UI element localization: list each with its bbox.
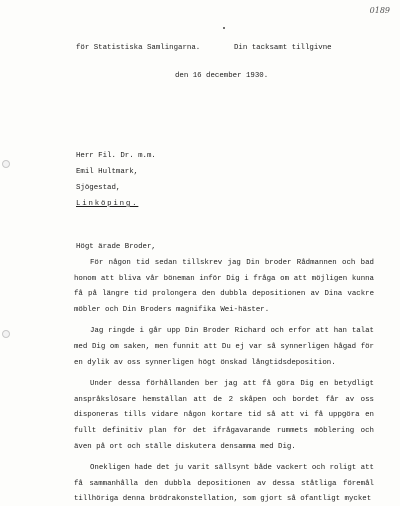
letter-date: den 16 december 1930. (175, 72, 269, 80)
ink-dot (223, 27, 225, 29)
address-line-3: Sjögestad, (76, 184, 121, 192)
address-line-2: Emil Hultmark, (76, 168, 139, 176)
address-city: Linköping. (76, 200, 139, 208)
salutation: Högt ärade Broder, (76, 243, 156, 251)
paragraph: Onekligen hade det ju varit sällsynt både vackert och roligt att få sammanhålla den dubbla depositionen av dessa ståtliga föremål tillhöriga denna brödrakonstellation, som gjort så ofantligt mycket (74, 464, 374, 504)
header-left: för Statistiska Samlingarna. (76, 44, 201, 52)
punch-hole (2, 160, 10, 168)
page-number: 0189 (369, 6, 390, 15)
paragraph: Jag ringde i går upp Din Broder Richard och erfor att han talat med Dig om saken, men funnit att Du ej var så synnerligen hågad för en dylik av oss synnerligen högt önskad långtidsdeposition. (74, 327, 374, 367)
punch-hole (2, 330, 10, 338)
header-right: Din tacksamt tillgivne (234, 44, 332, 52)
paragraph: Under dessa förhållanden ber jag att få göra Dig en betydligt anspråkslösare hemställan att de 2 skåpen och bordet får av oss disponeras tills vidare någon kortare tid så att vi få uppgöra en fullt definitiv plan för det ifrågavarande rummets möblering och även på ort och ställe diskutera densamma med Dig. (74, 380, 374, 451)
letter-body (74, 256, 374, 514)
address-line-1: Herr Fil. Dr. m.m. (76, 152, 156, 160)
paragraph: För någon tid sedan tillskrev jag Din broder Rådmannen och bad honom att bliva vår böneman inför Dig i fråga om att möjligen kunna få på längre tid prolongera den dubbla depositionen av Dina vackre möbler och Din Broders magnifika Wei-häster. (74, 259, 374, 314)
